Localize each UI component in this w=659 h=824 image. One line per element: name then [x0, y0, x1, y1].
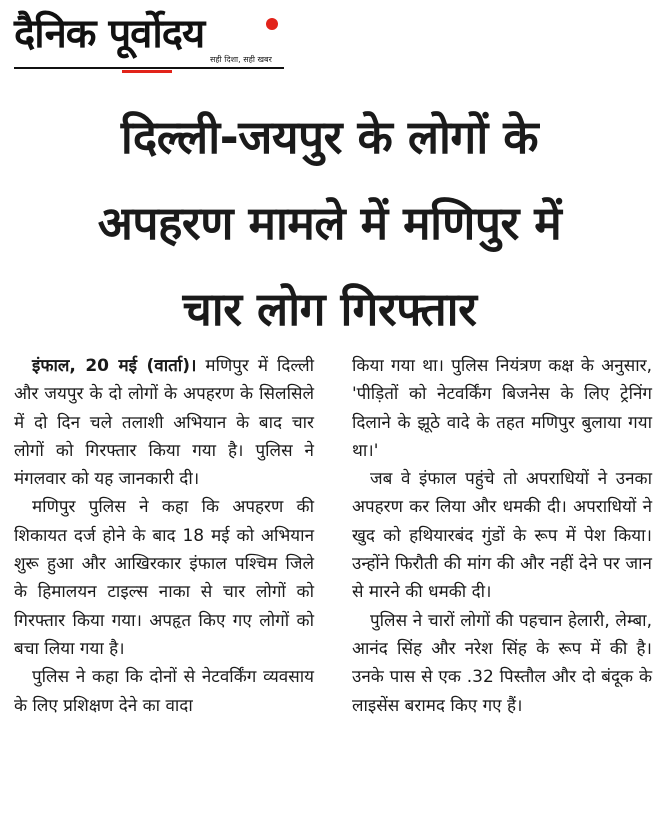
masthead: [10, 4, 290, 74]
headline-line-3: चार लोग गिरफ्तार: [182, 282, 477, 336]
article-column-right: [352, 352, 652, 720]
headline-line-2: अपहरण मामले में मणिपुर में: [97, 196, 562, 250]
article-paragraph: मणिपुर पुलिस ने कहा कि अपहरण की शिकायत दर्ज होने के बाद 18 मई को अभियान शुरू हुआ और आखिरकार इंफाल पश्चिम जिले के हिमालयन टाइल्स नाका से चार लोगों को गिरफ्तार किया गया। अपहृत किए गए लोगों को बचा लिया गया है।: [14, 497, 314, 659]
article-paragraph: पुलिस ने चारों लोगों की पहचान हेलारी, लेम्बा, आनंद सिंह और नरेश सिंह के रूप में की है। उनके पास से एक .32 पिस्तौल और दो बंदूक के लाइसेंस बरामद किए गए हैं।: [352, 610, 652, 716]
article-paragraph: जब वे इंफाल पहुंचे तो अपराधियों ने उनका अपहरण कर लिया और धमकी दी। अपराधियों ने खुद को हथियारबंद गुंडों के रूप में पेश किया। उन्होंने फिरौती की मांग की और नहीं देने पर जान से मारने की धमकी दी।: [352, 469, 652, 603]
article-paragraph: किया गया था। पुलिस नियंत्रण कक्ष के अनुसार, 'पीड़ितों को नेटवर्किंग बिजनेस के लिए ट्रेनिंग दिलाने के झूठे वादे के तहत मणिपुर बुलाया गया था।': [352, 356, 652, 461]
headline: [0, 94, 659, 352]
masthead-rule-accent: [122, 70, 172, 73]
dateline: इंफाल, 20 मई (वार्ता)।: [32, 356, 197, 376]
article-paragraph: [14, 352, 314, 493]
article-column-left: [14, 352, 314, 720]
article-body: [14, 352, 652, 720]
paragraph-text: मणिपुर में दिल्ली और जयपुर के दो लोगों के अपहरण के सिलसिले में दो दिन चले तलाशी अभियान के बाद चार लोगों को गिरफ्तार किया गया है। पुलिस ने मंगलवार को यह जानकारी दी।: [14, 356, 315, 490]
article-paragraph: पुलिस ने कहा कि दोनों से नेटवर्किंग व्यवसाय के लिए प्रशिक्षण देने का वादा: [14, 667, 314, 716]
masthead-title: दैनिक पूर्वोदय: [14, 11, 205, 57]
masthead-rule: [14, 67, 284, 69]
masthead-accent-dot: [266, 18, 278, 30]
masthead-tagline: सही दिशा, सही खबर: [210, 55, 272, 64]
headline-line-1: दिल्ली-जयपुर के लोगों के: [120, 110, 539, 164]
